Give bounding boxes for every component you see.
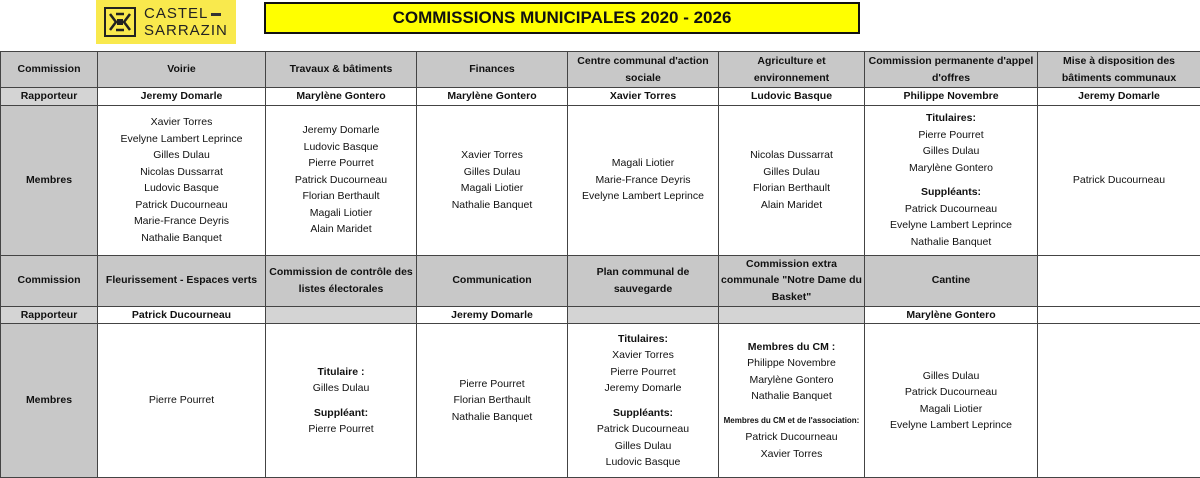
- member-name: Evelyne Lambert Leprince: [890, 219, 1012, 231]
- member-name: Philippe Novembre: [747, 357, 836, 370]
- commission-header: Communication: [417, 255, 568, 306]
- member-name: Nathalie Banquet: [141, 231, 222, 244]
- member-name: Ludovic Basque: [303, 140, 379, 153]
- cm-assoc-members-label: Membres du CM et de l'association:: [723, 415, 860, 425]
- membres-label: Membres: [1, 324, 98, 478]
- rapporteur-cell: [719, 306, 865, 324]
- commission-header: Agriculture et environnement: [719, 52, 865, 88]
- member-name: Marylène Gontero: [749, 373, 834, 386]
- logo-line1: CASTEL: [144, 5, 209, 22]
- members-cell: [568, 105, 719, 255]
- rapporteur-cell: [568, 306, 719, 324]
- member-name: Gilles Dulau: [614, 439, 672, 452]
- member-name: Nicolas Dussarrat: [140, 165, 223, 178]
- suppleant-label: Suppléant:: [313, 406, 369, 419]
- suppleants-label: Suppléants:: [920, 186, 982, 198]
- member-name: Jeremy Domarle: [604, 382, 682, 394]
- logo: [96, 0, 236, 44]
- rapporteur-row-2: [1, 306, 1200, 324]
- member-name: Magali Liotier: [919, 402, 983, 415]
- titulaires-label: Titulaires:: [618, 332, 668, 345]
- member-name: Florian Berthault: [302, 190, 380, 203]
- commission-header: Finances: [417, 52, 568, 88]
- commission-header: Travaux & bâtiments: [266, 52, 417, 88]
- suppleants-label: Suppléants:: [612, 406, 674, 419]
- member-name: Magali Liotier: [611, 157, 675, 170]
- member-name: Jeremy Domarle: [302, 124, 380, 137]
- member-name: Pierre Pourret: [308, 157, 374, 170]
- commission-label: Commission: [1, 52, 98, 88]
- member-name: Gilles Dulau: [312, 382, 370, 394]
- members-cell: [719, 324, 865, 478]
- commission-header: Commission de contrôle des listes électorales: [266, 255, 417, 306]
- rapporteur-cell: Xavier Torres: [568, 88, 719, 106]
- members-cell: [266, 105, 417, 255]
- members-cell: [417, 324, 568, 478]
- rapporteur-label: Rapporteur: [1, 88, 98, 106]
- member-name: Alain Maridet: [310, 223, 372, 236]
- member-name: Xavier Torres: [612, 349, 674, 361]
- commission-label: Commission: [1, 255, 98, 306]
- member-name: Xavier Torres: [150, 116, 213, 128]
- rapporteur-cell: Marylène Gontero: [417, 88, 568, 106]
- commission-header: Centre communal d'action sociale: [568, 52, 719, 88]
- castel-sarrazin-emblem-icon: [100, 2, 140, 42]
- member-name: Ludovic Basque: [144, 182, 219, 194]
- member-name: Gilles Dulau: [922, 145, 980, 157]
- member-name: Patrick Ducourneau: [135, 198, 228, 211]
- member-name: Florian Berthault: [453, 394, 531, 407]
- member-name: Pierre Pourret: [459, 377, 525, 390]
- member-name: Pierre Pourret: [308, 423, 374, 435]
- rapporteur-cell: Ludovic Basque: [719, 88, 865, 106]
- member-name: Patrick Ducourneau: [904, 202, 998, 215]
- member-name: Nathalie Banquet: [910, 235, 992, 248]
- members-cell: [568, 324, 719, 478]
- member-name: Pierre Pourret: [918, 128, 984, 141]
- member-name: Florian Berthault: [752, 182, 831, 194]
- members-cell: [266, 324, 417, 478]
- cm-members-label: Membres du CM :: [747, 340, 836, 353]
- header-row-1: [1, 52, 1200, 88]
- members-cell: [98, 324, 266, 478]
- member-name: Marylène Gontero: [908, 161, 994, 174]
- commission-header: Cantine: [865, 255, 1038, 306]
- rapporteur-cell: Marylène Gontero: [865, 306, 1038, 324]
- members-cell: [1038, 105, 1200, 255]
- logo-line2: SARRAZIN: [144, 22, 228, 39]
- member-name: Evelyne Lambert Leprince: [582, 190, 704, 203]
- rapporteur-cell: Jeremy Domarle: [1038, 88, 1200, 106]
- page-title: COMMISSIONS MUNICIPALES 2020 - 2026: [264, 2, 860, 34]
- member-name: Patrick Ducourneau: [1072, 173, 1166, 186]
- commission-header: Plan communal de sauvegarde: [568, 255, 719, 306]
- commission-header: Commission permanente d'appel d'offres: [865, 52, 1038, 88]
- membres-label: Membres: [1, 105, 98, 255]
- titulaire-label: Titulaire :: [317, 365, 365, 378]
- member-name: Xavier Torres: [760, 447, 823, 460]
- member-name: Gilles Dulau: [922, 369, 980, 382]
- member-name: Gilles Dulau: [463, 165, 521, 178]
- member-name: Patrick Ducourneau: [596, 423, 690, 435]
- member-name: Marie-France Deyris: [595, 173, 691, 186]
- rapporteur-cell: Marylène Gontero: [266, 88, 417, 106]
- members-cell: [865, 324, 1038, 478]
- member-name: Gilles Dulau: [763, 165, 820, 178]
- member-name: Patrick Ducourneau: [904, 386, 998, 398]
- rapporteur-cell: Patrick Ducourneau: [98, 306, 266, 324]
- commission-header: Commission extra communale "Notre Dame du Basket": [719, 255, 865, 306]
- rapporteur-cell: Philippe Novembre: [865, 88, 1038, 106]
- members-cell: [98, 105, 266, 255]
- member-name: Gilles Dulau: [153, 149, 210, 161]
- member-name: Patrick Ducourneau: [294, 173, 388, 186]
- titulaires-label: Titulaires:: [926, 112, 976, 124]
- member-name: Ludovic Basque: [605, 456, 681, 468]
- rapporteur-cell: Jeremy Domarle: [98, 88, 266, 106]
- header-row-2: [1, 255, 1200, 306]
- member-name: Evelyne Lambert Leprince: [890, 419, 1012, 431]
- member-name: Nathalie Banquet: [751, 390, 832, 403]
- commission-header: Mise à disposition des bâtiments communaux: [1038, 52, 1200, 88]
- commissions-table: [0, 51, 1200, 478]
- commission-header: Fleurissement - Espaces verts: [98, 255, 266, 306]
- member-name: Nathalie Banquet: [451, 198, 533, 211]
- member-name: Nicolas Dussarrat: [750, 149, 833, 161]
- commission-header: Voirie: [98, 52, 266, 88]
- members-cell: [865, 105, 1038, 255]
- members-row-1: [1, 105, 1200, 255]
- member-name: Marie-France Deyris: [133, 215, 230, 227]
- members-cell: [417, 105, 568, 255]
- member-name: Alain Maridet: [760, 198, 823, 211]
- rapporteur-cell: [266, 306, 417, 324]
- members-row-2: [1, 324, 1200, 478]
- member-name: Pierre Pourret: [148, 394, 215, 407]
- member-name: Pierre Pourret: [610, 365, 676, 378]
- member-name: Xavier Torres: [461, 149, 523, 161]
- member-name: Patrick Ducourneau: [745, 431, 838, 444]
- member-name: Magali Liotier: [460, 182, 524, 194]
- rapporteur-label: Rapporteur: [1, 306, 98, 324]
- rapporteur-row-1: [1, 88, 1200, 106]
- member-name: Evelyne Lambert Leprince: [120, 132, 243, 145]
- member-name: Nathalie Banquet: [451, 410, 533, 423]
- members-cell: [719, 105, 865, 255]
- rapporteur-cell: Jeremy Domarle: [417, 306, 568, 324]
- member-name: Magali Liotier: [309, 206, 373, 219]
